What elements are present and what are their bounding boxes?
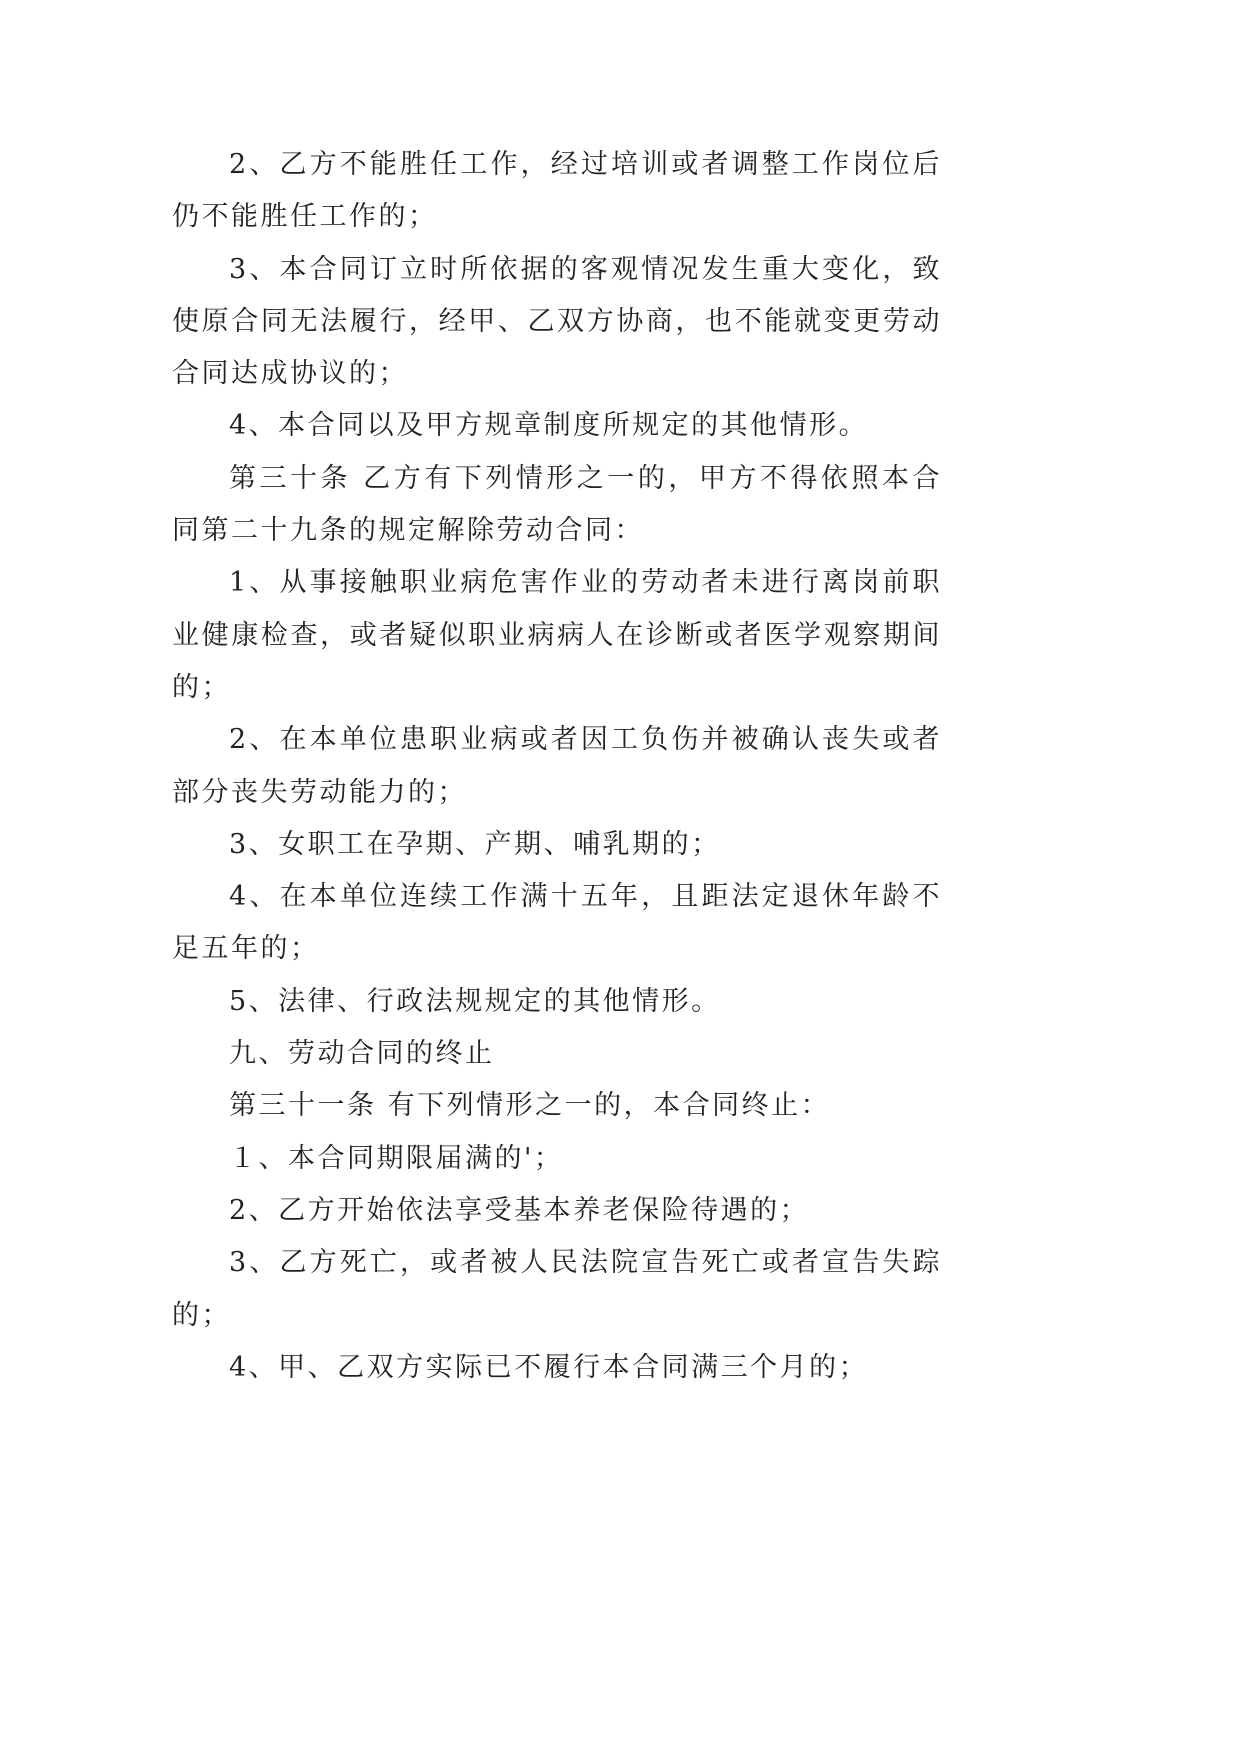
list-item-death-or-missing (172, 1237, 942, 1342)
list-item-objective-change (172, 244, 942, 401)
list-item-fifteen-years-service (172, 871, 942, 976)
paragraph-line: 部分丧失劳动能力的； (172, 776, 467, 808)
paragraph-line: 2、乙方开始依法享受基本养老保险待遇的； (229, 1194, 810, 1226)
list-item-other-circumstances (172, 400, 942, 452)
paragraph-line: 同第二十九条的规定解除劳动合同： (172, 515, 644, 547)
paragraph-line: 的； (172, 1299, 231, 1331)
paragraph-line: 3、本合同订立时所依据的客观情况发生重大变化，致 (229, 253, 942, 285)
paragraph-line: 1、从事接触职业病危害作业的劳动者未进行离岗前职 (229, 567, 942, 599)
paragraph-line: １、本合同期限届满的'； (229, 1142, 564, 1174)
paragraph-line: 2、乙方不能胜任工作，经过培训或者调整工作岗位后 (229, 149, 942, 180)
paragraph-line: 仍不能胜任工作的； (172, 201, 438, 233)
paragraph-line: 的； (172, 671, 231, 703)
paragraph-line: 第三十条 乙方有下列情形之一的，甲方不得依照本合 (229, 462, 942, 494)
paragraph-line: 4、在本单位连续工作满十五年，且距法定退休年龄不 (229, 881, 942, 913)
paragraph-line: 足五年的； (172, 933, 320, 965)
list-item-pension (172, 1185, 942, 1237)
list-item-pregnancy (172, 819, 942, 871)
section-heading: 九、劳动合同的终止 (229, 1038, 495, 1070)
paragraph-line: 业健康检查，或者疑似职业病病人在诊断或者医学观察期间 (172, 619, 942, 651)
paragraph-line: 使原合同无法履行，经甲、乙双方协商，也不能就变更劳动 (172, 305, 942, 337)
paragraph-line: 合同达成协议的； (172, 358, 408, 390)
paragraph-line: 3、乙方死亡，或者被人民法院宣告死亡或者宣告失踪 (229, 1247, 942, 1279)
paragraph-line: 3、女职工在孕期、产期、哺乳期的； (229, 828, 721, 860)
section-heading-termination (172, 1028, 942, 1080)
list-item-contract-expired (172, 1133, 942, 1185)
list-item-work-injury (172, 714, 942, 819)
list-item-occupational-disease-exam (172, 557, 942, 714)
paragraph-line: 第三十一条 有下列情形之一的，本合同终止： (229, 1090, 831, 1122)
article-30-paragraph (172, 453, 942, 558)
paragraph-line: 2、在本单位患职业病或者因工负伤并被确认丧失或者 (229, 724, 942, 756)
list-item-three-months-not-performed (172, 1342, 942, 1394)
document-body (172, 139, 942, 1394)
article-31-paragraph (172, 1080, 942, 1132)
list-item-laws-regulations (172, 976, 942, 1028)
paragraph-line: 4、本合同以及甲方规章制度所规定的其他情形。 (229, 410, 869, 442)
list-item-unable-to-perform (172, 139, 942, 244)
paragraph-line: 5、法律、行政法规规定的其他情形。 (229, 985, 721, 1017)
paragraph-line: 4、甲、乙双方实际已不履行本合同满三个月的； (229, 1351, 869, 1383)
